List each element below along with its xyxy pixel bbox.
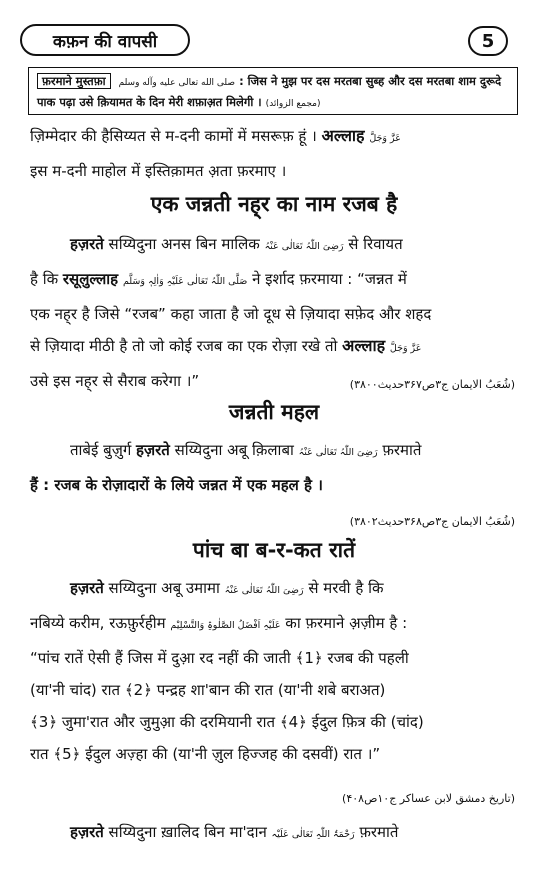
paragraph-intro [30, 120, 518, 187]
reference-citation: (تاریخ دمشق لابن عساکر ج۱۰ص۴۰۸) [342, 792, 515, 805]
text-line: इस म-दनी माहोल में इस्तिक़ामत अ़ता फ़रमाए । [30, 162, 287, 180]
text-line [30, 228, 518, 263]
allah-word: अल्लाह [321, 126, 365, 145]
heading-rajab-river: एक जन्नती नह्‌र का नाम रजब है [150, 192, 398, 216]
arabic-honorific: رَضِیَ اللّٰہُ تَعَالٰی عَنْہُ [298, 447, 378, 458]
arabic-honorific: رَضِیَ اللّٰہُ تَعَالٰی عَنْہُ [224, 585, 304, 596]
arabic-honorific: عَزَّ وَجَلَّ [389, 343, 422, 354]
hadith-label: फ़रमाने मुस्तफ़ा [37, 73, 111, 89]
bold-word: हज़रते [70, 579, 104, 597]
line-text: से ज़ियादा मीठी है तो जो कोई रजब का एक रोज़ा रखे तो [30, 337, 343, 355]
line-text: सय्यिदुना ख़ालिद बिन मा'दान [103, 823, 272, 841]
line-text: का फ़रमाने अ़ज़ीम है : [280, 614, 408, 632]
line-text: सय्यिदुना अनस बिन मालिक [103, 235, 265, 253]
heading-five-nights: पांच बा ब-र-कत रातें [192, 538, 356, 562]
paragraph-jannati-mahal [30, 434, 518, 501]
line-text: से रिवायत [343, 235, 403, 253]
bold-word: रसूलुल्लाह [62, 270, 119, 288]
book-title: कफ़न की वापसी [20, 24, 190, 56]
text-line: (या'नी चांद) रात ﴾2﴿ पन्द्रह शा'बान की रात (या'नी शबे बराअत) [30, 681, 386, 699]
reference-citation: (شُعَبُ الایمان ج۳ص۳۶۸حدیث۳۸۰۲) [349, 515, 515, 528]
text-line: रात ﴾5﴿ ईदुल अज़्हा की (या'नी ज़ुल हिज्जह की दसवीं) रात ।” [30, 745, 381, 763]
text-line [30, 263, 518, 298]
text-line [30, 607, 518, 642]
text-line: ﴾3﴿ जुमा'रात और जुमुआ़ की दरमियानी रात ﴾4﴿ ईदुल फ़ित्र की (चांद) [30, 713, 424, 731]
line-text: ताबेई बुज़ुर्ग [70, 441, 137, 459]
paragraph-khalid [30, 816, 518, 851]
paragraph-five-nights [30, 572, 518, 770]
line-text: से मरवी है कि [303, 579, 384, 597]
text-line [30, 434, 518, 469]
bold-word: हज़रते [70, 823, 104, 841]
page-number: 5 [468, 26, 508, 56]
arabic-honorific: رَضِیَ اللّٰہُ تَعَالٰی عَنْہُ [264, 241, 344, 252]
text-line: “पांच रातें ऐसी हैं जिस में दुआ़ रद नहीं की जाती ﴾1﴿ रजब की पहली [30, 649, 409, 667]
line-text: सय्यिदुना अबू क़िलाबा [169, 441, 299, 459]
salutation-arabic: صلى الله تعالى عليه وآله وسلم [118, 78, 236, 88]
line-text: नबिय्ये करीम, रऊफ़ुर्रहीम [30, 614, 171, 632]
text-line [30, 572, 518, 607]
text-line [30, 120, 518, 155]
line-text: ने इर्शाद फ़रमाया : “जन्नत में [247, 270, 407, 288]
line-text: सय्यिदुना अबू उमामा [103, 579, 225, 597]
text-line [30, 816, 518, 851]
text-line: एक नह्‌र है जिसे “रजब” कहा जाता है जो दूध से ज़ियादा सफ़ेद और शहद [30, 305, 432, 323]
line-text: फ़रमाते [354, 823, 399, 841]
arabic-honorific: عَزَّ وَجَلَّ [369, 133, 401, 144]
text-line: उसे इस नह्‌र से सैराब करेगा ।” [30, 372, 200, 390]
text-line [30, 330, 518, 365]
heading-jannati-mahal: जन्नती महल [228, 400, 320, 424]
hadith-box [28, 67, 518, 115]
arabic-honorific: عَلَیْہِ اَفْضَلُ الصَّلٰوۃِ وَالتَّسْلِیْم [170, 620, 281, 631]
line-text: ज़िम्मेदार की हैसिय्यत से म-दनी कामों में मसरूफ़ हूं । [30, 127, 317, 145]
line-text: है कि [30, 270, 63, 288]
arabic-honorific: صَلَّی اللّٰہُ تَعَالٰی عَلَیْہِ وَاٰلِہٖ وَسَلَّم [122, 276, 248, 287]
bold-word: हज़रते [70, 235, 104, 253]
hadith-text: : जिस ने मुझ पर दस मरतबा सुब्ह और दस मरतबा शाम दुरूदे पाक पढ़ा उसे क़ियामत के दिन मेरी शफ़ाअ़त मिलेगी । [37, 74, 502, 109]
bold-word: हज़रते [136, 441, 170, 459]
allah-word: अल्लाह [342, 336, 386, 355]
arabic-honorific: رَحْمَۃُ اللّٰہِ تَعَالٰی عَلَیْہ [271, 829, 355, 840]
hadith-source: (مجمع الزوائد) [265, 99, 321, 109]
paragraph-rajab-river [30, 228, 518, 397]
reference-citation: (شُعَبُ الایمان ج۳ص۳۶۷حدیث۳۸۰۰) [349, 378, 515, 391]
line-text: फ़रमाते [377, 441, 422, 459]
text-line: हैं : रजब के रोज़ादारों के लिये जन्नत में एक महल है । [30, 476, 323, 494]
